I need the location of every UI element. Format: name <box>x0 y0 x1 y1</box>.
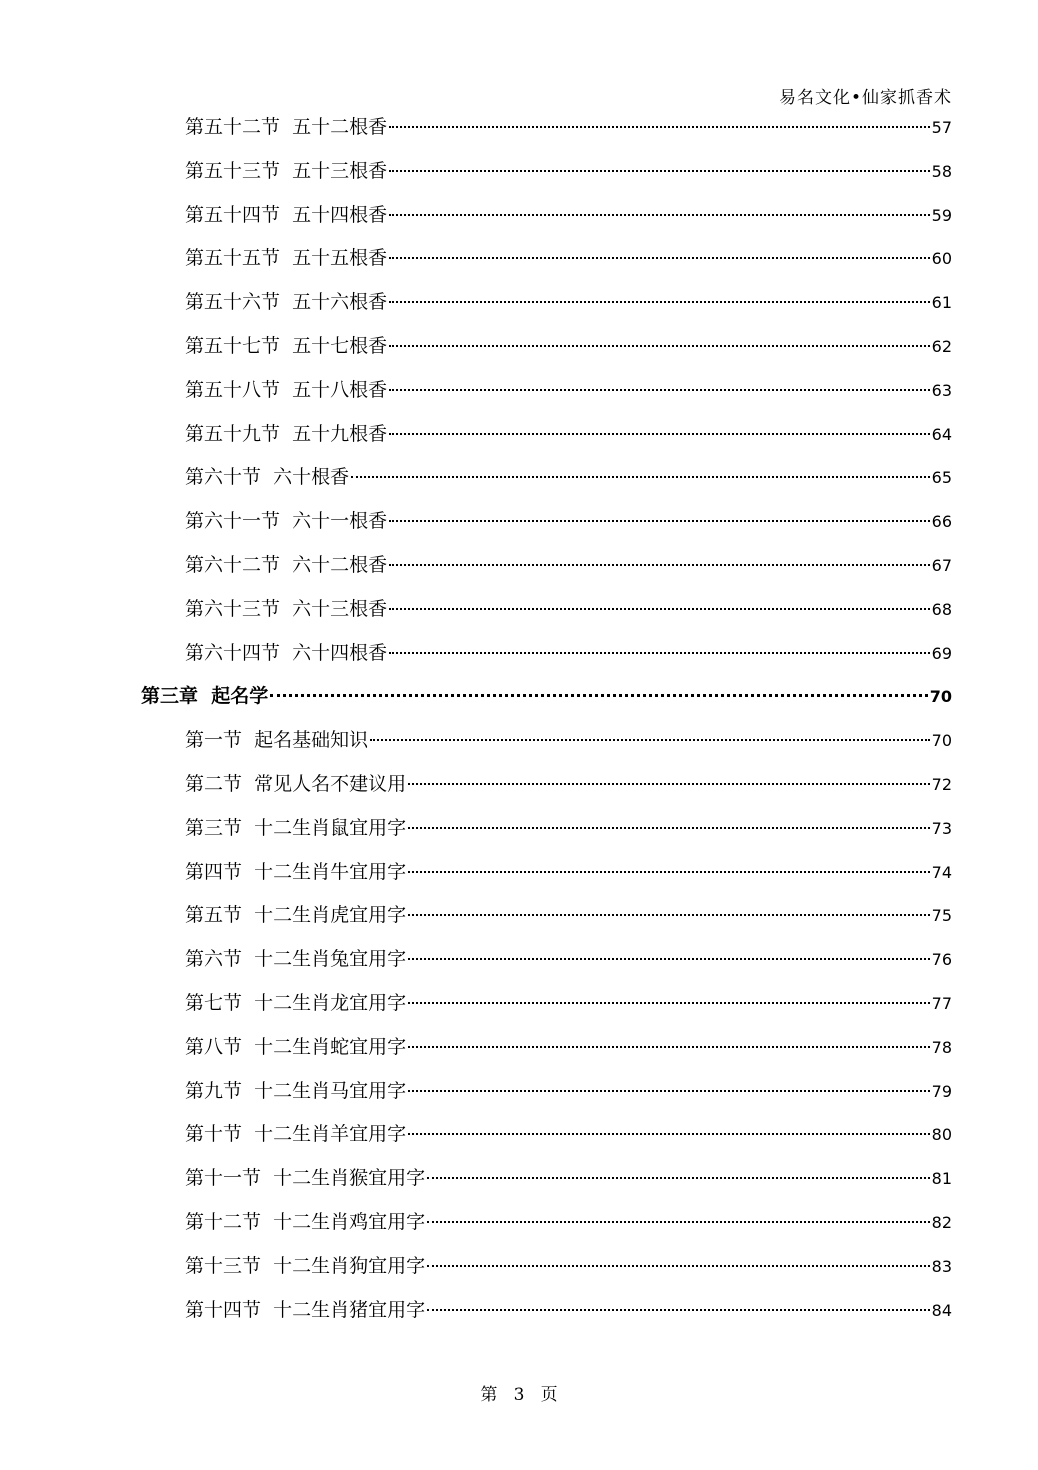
toc-entry-label: 第十四节 十二生肖猪宜用字 <box>185 1298 426 1321</box>
toc-entry-page-number: 70 <box>929 687 952 707</box>
toc-dot-leader <box>389 345 930 347</box>
toc-section-entry[interactable] <box>185 1076 952 1106</box>
toc-dot-leader <box>389 214 930 216</box>
toc-entry-page-number: 75 <box>931 906 952 926</box>
toc-entry-label: 第十二节 十二生肖鸡宜用字 <box>185 1211 426 1233</box>
toc-entry-page-number: 70 <box>931 731 952 751</box>
toc-dot-leader <box>389 170 930 172</box>
toc-entry-page-number: 66 <box>931 512 952 532</box>
toc-dot-leader <box>408 1133 930 1135</box>
toc-dot-leader <box>370 739 930 741</box>
toc-entry-page-number: 57 <box>931 118 952 137</box>
toc-entry-page-number: 63 <box>931 380 952 400</box>
toc-dot-leader <box>389 126 930 128</box>
toc-section-entry[interactable] <box>185 594 952 624</box>
footer-prefix: 第 <box>480 1385 498 1405</box>
toc-dot-leader <box>389 652 930 654</box>
toc-section-entry[interactable] <box>185 1295 952 1325</box>
toc-dot-leader <box>408 783 930 785</box>
toc-section-entry[interactable] <box>185 988 952 1018</box>
running-header: 易名文化•仙家抓香术 <box>778 88 952 108</box>
toc-section-entry[interactable] <box>185 200 952 230</box>
toc-section-entry[interactable] <box>185 506 952 536</box>
toc-dot-leader <box>408 827 930 829</box>
toc-entry-page-number: 64 <box>931 424 952 444</box>
toc-section-entry[interactable] <box>185 112 952 142</box>
toc-entry-page-number: 73 <box>931 818 952 838</box>
toc-dot-leader <box>389 433 930 435</box>
toc-section-entry[interactable] <box>185 419 952 449</box>
toc-dot-leader <box>427 1265 930 1267</box>
toc-entry-label: 第五十六节 五十六根香 <box>185 291 388 314</box>
toc-entry-label: 第五节 十二生肖虎宜用字 <box>185 904 407 927</box>
toc-dot-leader <box>408 914 930 916</box>
toc-chapter-entry[interactable] <box>141 681 952 711</box>
toc-entry-label: 第四节 十二生肖牛宜用字 <box>185 860 407 883</box>
toc-entry-label: 第十三节 十二生肖狗宜用字 <box>185 1254 426 1277</box>
toc-dot-leader <box>427 1177 930 1179</box>
toc-dot-leader <box>408 1002 930 1004</box>
footer-page-number: 3 <box>513 1385 525 1405</box>
toc-entry-page-number: 58 <box>931 161 952 181</box>
toc-entry-label: 第一节 起名基础知识 <box>185 729 369 752</box>
toc-section-entry[interactable] <box>185 331 952 361</box>
toc-entry-label: 第五十九节 五十九根香 <box>185 422 388 445</box>
toc-entry-label: 第二节 常见人名不建议用 <box>185 773 407 795</box>
toc-dot-leader <box>408 1046 930 1048</box>
toc-entry-label: 第三章 起名学 <box>141 685 269 708</box>
toc-section-entry[interactable] <box>185 857 952 887</box>
toc-entry-page-number: 79 <box>931 1081 952 1101</box>
toc-entry-page-number: 69 <box>931 643 952 663</box>
toc-entry-page-number: 76 <box>931 950 952 970</box>
toc-section-entry[interactable] <box>185 638 952 668</box>
toc-entry-label: 第五十三节 五十三根香 <box>185 159 388 182</box>
toc-dot-leader <box>270 694 928 697</box>
toc-entry-page-number: 72 <box>931 775 952 794</box>
toc-section-entry[interactable] <box>185 1032 952 1062</box>
toc-dot-leader <box>389 257 930 259</box>
toc-entry-label: 第十一节 十二生肖猴宜用字 <box>185 1167 426 1190</box>
toc-entry-label: 第六十二节 六十二根香 <box>185 554 388 576</box>
toc-entry-label: 第九节 十二生肖马宜用字 <box>185 1079 407 1102</box>
toc-entry-page-number: 62 <box>931 337 952 356</box>
toc-dot-leader <box>408 958 930 960</box>
toc-entry-label: 第五十五节 五十五根香 <box>185 247 388 270</box>
toc-section-entry[interactable] <box>185 725 952 755</box>
toc-dot-leader <box>389 301 930 303</box>
toc-dot-leader <box>408 871 930 873</box>
toc-section-entry[interactable] <box>185 813 952 843</box>
toc-section-entry[interactable] <box>185 156 952 186</box>
toc-entry-page-number: 61 <box>931 293 952 313</box>
toc-entry-label: 第六十三节 六十三根香 <box>185 597 388 620</box>
toc-entry-label: 第五十八节 五十八根香 <box>185 378 388 401</box>
toc-entry-page-number: 65 <box>931 468 952 488</box>
toc-entry-page-number: 81 <box>931 1169 952 1189</box>
page-number-footer <box>0 1384 1038 1406</box>
toc-dot-leader <box>427 1309 930 1311</box>
toc-dot-leader <box>389 520 930 522</box>
toc-section-entry[interactable] <box>185 1251 952 1281</box>
toc-section-entry[interactable] <box>185 900 952 930</box>
toc-entry-page-number: 74 <box>931 862 952 882</box>
toc-dot-leader <box>408 1090 930 1092</box>
toc-section-entry[interactable] <box>185 1119 952 1149</box>
toc-entry-label: 第十节 十二生肖羊宜用字 <box>185 1123 407 1146</box>
toc-entry-page-number: 60 <box>931 249 952 269</box>
toc-entry-label: 第六节 十二生肖兔宜用字 <box>185 948 407 971</box>
toc-entry-label: 第六十节 六十根香 <box>185 466 350 489</box>
toc-dot-leader <box>389 564 930 566</box>
toc-section-entry[interactable] <box>185 375 952 405</box>
toc-entry-page-number: 82 <box>931 1213 952 1232</box>
footer-suffix: 页 <box>540 1385 558 1405</box>
toc-section-entry[interactable] <box>185 944 952 974</box>
toc-section-entry[interactable] <box>185 1163 952 1193</box>
toc-entry-page-number: 83 <box>931 1256 952 1276</box>
toc-entry-label: 第八节 十二生肖蛇宜用字 <box>185 1035 407 1058</box>
toc-entry-label: 第五十二节 五十二根香 <box>185 116 388 138</box>
toc-section-entry[interactable] <box>185 462 952 492</box>
toc-entry-page-number: 80 <box>931 1125 952 1145</box>
toc-section-entry[interactable] <box>185 287 952 317</box>
toc-entry-page-number: 77 <box>931 994 952 1013</box>
toc-entry-label: 第五十七节 五十七根香 <box>185 335 388 357</box>
toc-entry-label: 第七节 十二生肖龙宜用字 <box>185 992 407 1014</box>
toc-entry-label: 第六十四节 六十四根香 <box>185 641 388 664</box>
toc-dot-leader <box>351 476 930 478</box>
toc-dot-leader <box>427 1221 930 1223</box>
toc-entry-page-number: 84 <box>931 1300 952 1320</box>
toc-dot-leader <box>389 389 930 391</box>
toc-entry-page-number: 67 <box>931 556 952 575</box>
toc-entry-label: 第五十四节 五十四根香 <box>185 203 388 226</box>
toc-section-entry[interactable] <box>185 769 952 799</box>
toc-dot-leader <box>389 608 930 610</box>
toc-section-entry[interactable] <box>185 243 952 273</box>
toc-section-entry[interactable] <box>185 550 952 580</box>
toc-entry-page-number: 68 <box>931 599 952 619</box>
toc-entry-label: 第三节 十二生肖鼠宜用字 <box>185 816 407 839</box>
toc-entry-page-number: 78 <box>931 1037 952 1057</box>
toc-entry-label: 第六十一节 六十一根香 <box>185 510 388 533</box>
toc-section-entry[interactable] <box>185 1207 952 1237</box>
toc-entry-page-number: 59 <box>931 205 952 225</box>
